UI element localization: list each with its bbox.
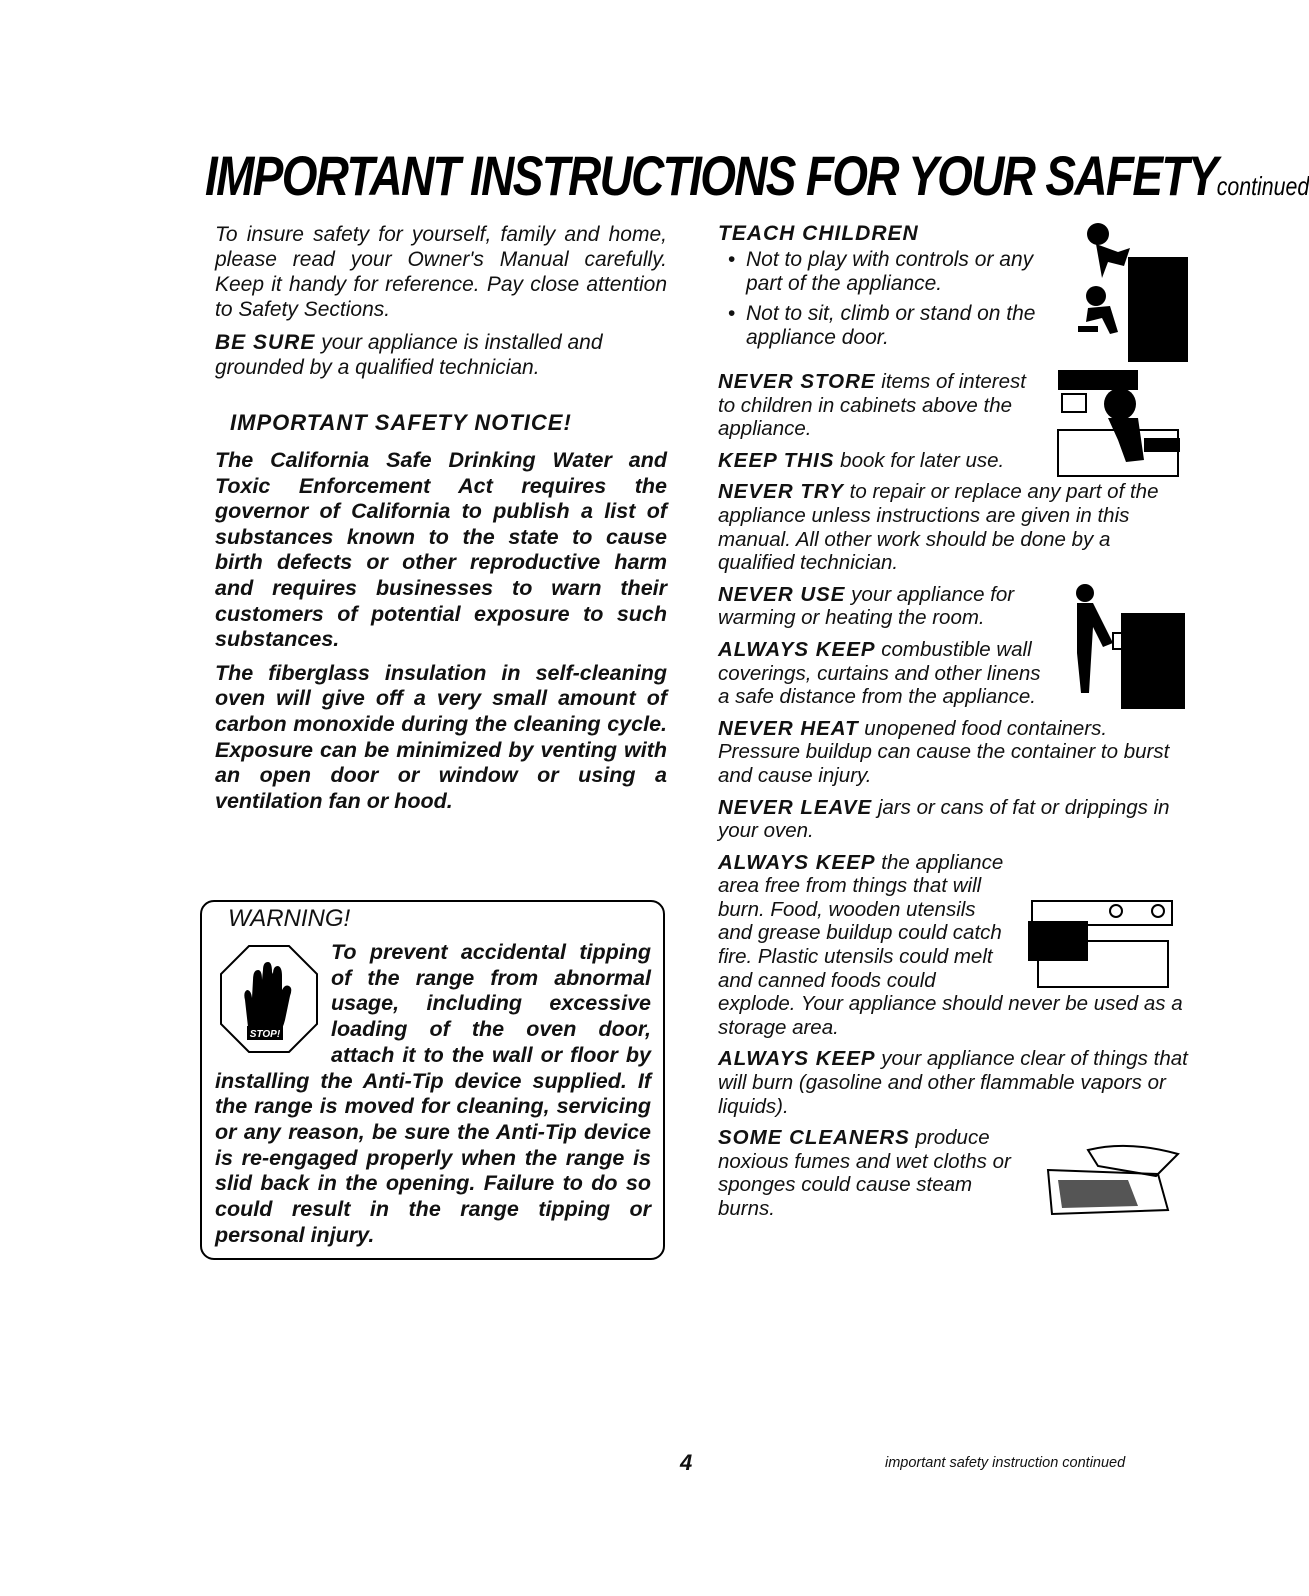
warning-title: WARNING! <box>228 905 351 932</box>
child-cabinet-icon <box>1048 370 1188 480</box>
always-keep-area-paragraph: ALWAYS KEEP the appliance area free from things that will burn. Food, wooden utensils and grease buildup could catch fire. Plastic utensils could melt and canned foods could explode. Your appliance should never be used as a storage area. <box>718 850 1183 1039</box>
warning-text: To prevent accidental tipping of the range from abnormal usage, including excessive loading of the oven door, attach it to the wall or floor by installing the Anti-Tip device supplied. If the range is moved for cleaning, servicing or any reason, be sure the Anti-Tip device is re-engaged properly when the range is slid back in the opening. Failure to do so could result in the range tipping or personal injury. <box>215 940 651 1247</box>
be-sure-paragraph <box>215 330 667 380</box>
intro-paragraph: To insure safety for yourself, family and home, please read your Owner's Manual carefully. Keep it handy for reference. Pay close attention to Safety Sections. <box>215 223 667 321</box>
never-store-paragraph: NEVER STORE items of interest to children in cabinets above the appliance. <box>718 370 1026 441</box>
some-cleaners-paragraph: SOME CLEANERS produce noxious fumes and wet cloths or sponges could cause steam burns. <box>718 1126 1011 1220</box>
never-heat-paragraph: NEVER HEAT unopened food containers. Pressure buildup can cause the container to burst and cause injury. <box>718 716 1170 787</box>
list-item: • Not to play with controls or any part of the appliance. <box>718 248 1188 296</box>
title-main: IMPORTANT INSTRUCTIONS FOR YOUR SAFETY <box>205 144 1217 207</box>
never-leave-paragraph: NEVER LEAVE jars or cans of fat or drippings in your oven. <box>718 795 1170 843</box>
notice-paragraph-2: The fiberglass insulation in self-cleaning oven will give off a very small amount of carbon monoxide during the cleaning cycle. Exposure can be minimized by venting with an open door or window or using a ventilation fan or hood. <box>215 660 667 813</box>
right-column <box>718 222 1188 1229</box>
notice-heading: IMPORTANT SAFETY NOTICE! <box>230 410 572 435</box>
left-column <box>215 222 667 822</box>
notice-paragraph-1: The California Safe Drinking Water and Toxic Enforcement Act requires the governor of California to publish a list of substances known to the state to cause birth defects or other reproductive harm and requires businesses to warn their customers of potential exposure to such substances. <box>215 448 667 652</box>
be-sure-keyword: BE SURE <box>215 331 316 354</box>
never-try-paragraph: NEVER TRY to repair or replace any part of the appliance unless instructions are given in this manual. All other work should be done by a qualified technician. <box>718 480 1159 575</box>
range-clutter-icon <box>1018 891 1188 991</box>
teach-children-heading: TEACH CHILDREN <box>718 222 919 245</box>
sponge-hand-icon <box>1038 1140 1188 1220</box>
never-use-paragraph: NEVER USE your appliance for warming or heating the room. <box>718 582 1015 630</box>
always-keep-area-section <box>718 851 1188 1040</box>
never-store-section <box>718 370 1188 472</box>
teach-children-section <box>718 222 1188 350</box>
title-suffix: continued <box>1216 171 1309 201</box>
cleaners-section <box>718 1126 1188 1220</box>
page-number: 4 <box>680 1450 693 1475</box>
keep-this-paragraph: KEEP THIS book for later use. <box>718 448 1005 472</box>
always-keep-combustible-paragraph: ALWAYS KEEP combustible wall coverings, curtains and other linens a safe distance from the appliance. <box>718 637 1041 709</box>
be-sure-text: your appliance is installed and grounded by a qualified technician. <box>215 331 603 379</box>
never-use-section <box>718 583 1188 709</box>
warning-text-block <box>215 940 651 1248</box>
always-keep-clear-paragraph: ALWAYS KEEP your appliance clear of things that will burn (gasoline and other flammable vapors or liquids). <box>718 1047 1188 1118</box>
svg-text:STOP!: STOP! <box>249 1029 281 1040</box>
footer-text: important safety instruction continued <box>885 1455 1126 1471</box>
list-item: • Not to sit, climb or stand on the appliance door. <box>718 302 1188 350</box>
person-warming-icon <box>1063 583 1188 713</box>
page-title <box>205 143 1309 208</box>
stop-sign-icon <box>215 940 323 1068</box>
